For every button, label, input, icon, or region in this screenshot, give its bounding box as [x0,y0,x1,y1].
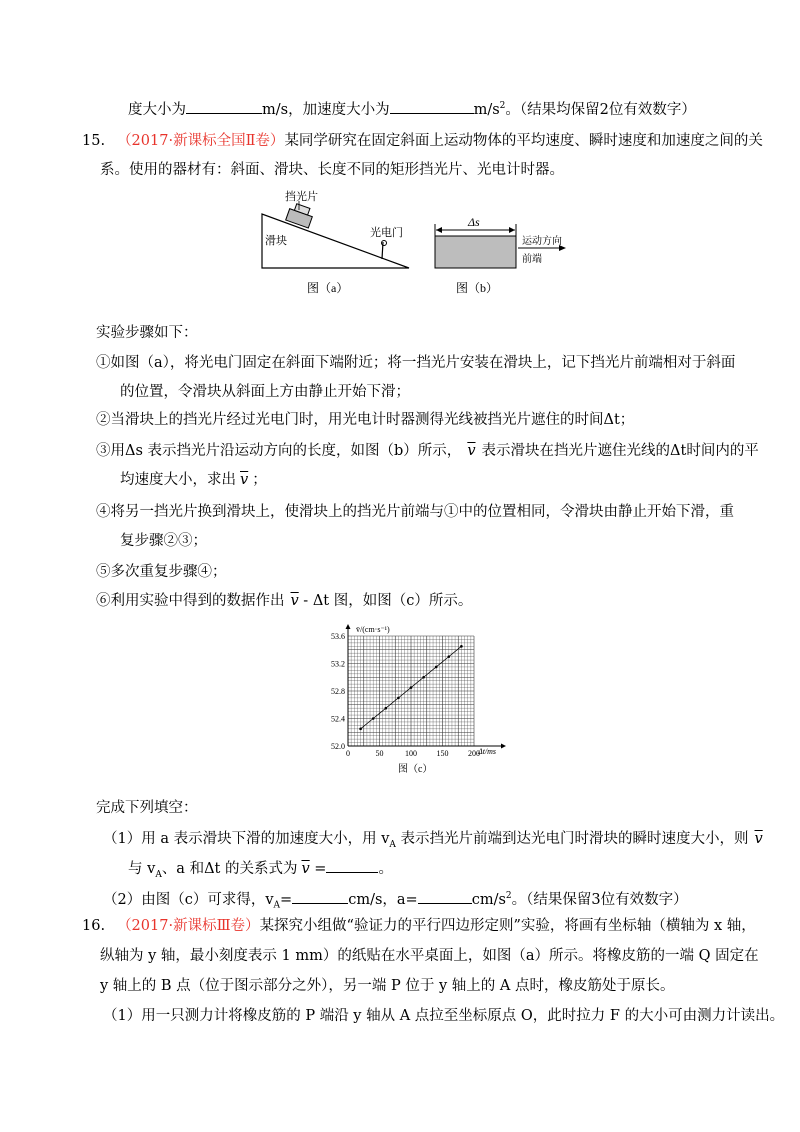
q15-line1 [82,131,763,151]
blank-speed [186,99,262,114]
label-front: 前端 [522,254,542,265]
figure-a-incline [257,186,417,296]
v-bar-symbol: $\overline{v}$ [467,443,476,459]
q16-text-1: 某探究小组做“验证力的平行四边形定则”实验，将画有坐标轴（横轴为 x 轴， [259,918,756,934]
fill2-text-a: （2）由图（c）可求得，v [103,891,274,908]
q16-line1 [82,916,756,936]
q16-line3: y 轴上的 B 点（位于图示部分之外），另一端 P 位于 y 轴上的 A 点时，橡皮筋处于原长。 [100,978,675,994]
x-tick-label: 200 [468,749,480,758]
step6-text-b: - Δt 图，如图（c）所示。 [298,593,473,609]
fill2-text-d: cm/s [471,891,506,908]
q15-source: （2017·新课标全国Ⅱ卷） [117,133,285,149]
step3-line2 [120,470,267,490]
fill1-text-f: 。 [378,861,393,877]
step3-line1 [96,441,759,461]
data-point [448,655,451,658]
q14-text-a: 度大小为 [128,101,186,118]
x-tick-label: 0 [346,749,350,758]
q16-line2: 纵轴为 y 轴，最小刻度表示 1 mm）的纸贴在水平桌面上，如图（a）所示。将橡皮筋的一端 Q 固定在 [100,948,759,964]
blank-va [292,889,348,904]
v-bar-symbol: $\overline{v}$ [754,831,763,847]
fill1-text-b: 表示挡光片前端到达光电门时滑块的瞬时速度大小，则 [395,831,749,847]
v-bar-symbol: $\overline{v}$ [301,861,310,877]
x-tick-label: 50 [375,749,384,758]
fill2-text-c: cm/s，a= [348,891,418,908]
step3-text-b: 表示滑块在挡光片遮住光线的Δt时间内的平 [481,443,759,459]
figure-c-chart [318,622,508,782]
data-point [410,686,413,689]
blank-relation [326,858,378,873]
step1-line2: 的位置，令滑块从斜面上方由静止开始下滑； [120,384,410,400]
blank-a [418,889,472,904]
fill1-sub-b: A [155,869,162,880]
x-axis-arrow [501,744,506,749]
y-tick-label: 53.6 [331,632,345,641]
steps-title: 实验步骤如下： [96,325,198,341]
q16-number: 16. [82,918,106,934]
q16-source: （2017·新课标Ⅲ卷） [117,918,260,934]
data-point [460,645,463,648]
q15-number: 15. [82,133,106,149]
step5: ⑤多次重复步骤④； [96,564,227,580]
caption-fig-b: 图（b） [456,281,499,295]
q15-stem1: 某同学研究在固定斜面上运动物体的平均速度、瞬时速度和加速度之间的关 [284,133,763,149]
caption-fig-a: 图（a） [307,281,349,295]
figure-b-plate [430,186,570,296]
step6 [96,591,472,611]
fill1-sub-a: A [389,839,396,850]
label-photogate: 光电门 [370,227,403,239]
data-point [359,728,362,731]
y-axis-arrow [346,624,351,629]
v-bar-symbol: $\overline{v}$ [240,472,249,488]
fill-title: 完成下列填空： [96,800,198,816]
q14-tail-line: 度大小为 m/s，加速度大小为 $m/s^2$。（结果均保留2位有效数字） [128,96,696,120]
fill1-text-c: 与 v [128,861,156,877]
fill1-line1 [103,829,763,855]
chart-x-label: Δt/ms [478,747,497,756]
step3-text-a: ③用Δs 表示挡光片沿运动方向的长度，如图（b）所示， [96,443,462,459]
step3-text-d: ； [252,472,267,488]
chart-axes [346,624,507,749]
fill2-text-e: 。（结果保留3位有效数字） [511,891,688,908]
label-slider-plate: 挡光片 [285,191,318,203]
y-tick-label: 53.2 [331,659,345,669]
v-bar-symbol: $\overline{v}$ [290,593,299,609]
y-tick-label: 52.8 [331,687,345,696]
label-direction: 运动方向 [522,236,562,247]
y-tick-label: 52.0 [331,742,345,751]
step6-text-a: ⑥利用实验中得到的数据作出 [96,593,285,609]
fill1-text-e: = [309,861,327,877]
step1-line1: ①如图（a），将光电门固定在斜面下端附近；将一挡光片安装在滑块上，记下挡光片前端相对于斜面 [96,355,736,371]
chart-grid [348,636,474,746]
blank-accel [390,99,474,114]
step4-line1: ④将另一挡光片换到滑块上，使滑块上的挡光片前端与①中的位置相同，令滑块由静止开始下滑，重 [96,504,734,520]
q14-text-b: m/s，加速度大小为 [262,101,390,118]
fill2-sub: A [273,900,281,911]
step2: ②当滑块上的挡光片经过光电门时，用光电计时器测得光线被挡光片遮住的时间Δt； [96,412,635,428]
step3-text-c: 均速度大小，求出 [120,472,236,488]
data-point [435,666,438,669]
q16-line4: （1）用一只测力计将橡皮筋的 P 端沿 y 轴从 A 点拉至坐标原点 O，此时拉力 F 的大小可由测力计读出。 [103,1008,785,1024]
fill1-text-d: 、a 和Δt 的关系式为 [161,861,298,877]
step4-line2: 复步骤②③； [120,533,207,549]
data-point [372,717,375,720]
label-delta-s: Δs [468,215,480,229]
chart-caption: 图（c） [398,764,433,775]
x-tick-label: 150 [436,749,449,758]
fill2-line: （2）由图（c）可求得，$v_A= cm/s$，$a= cm/s^2$。（结果保留3位有效数字） [103,886,688,916]
q14-text-c: m/s [473,101,500,118]
fill1-line2 [128,858,393,885]
chart-y-label: v̄/(cm·s⁻¹) [356,625,390,634]
x-tick-label: 100 [405,749,417,758]
data-point [397,697,400,700]
fill2-text-b: = [280,891,293,908]
data-point [385,707,388,710]
data-point [422,676,425,679]
q15-line2: 系。使用的器材有：斜面、滑块、长度不同的矩形挡光片、光电计时器。 [100,162,564,178]
label-block: 滑块 [265,235,287,247]
q14-text-d: 。（结果均保留2位有效数字） [505,101,696,118]
y-tick-label: 52.4 [331,714,345,724]
fill1-text-a: （1）用 a 表示滑块下滑的加速度大小，用 v [103,831,390,847]
